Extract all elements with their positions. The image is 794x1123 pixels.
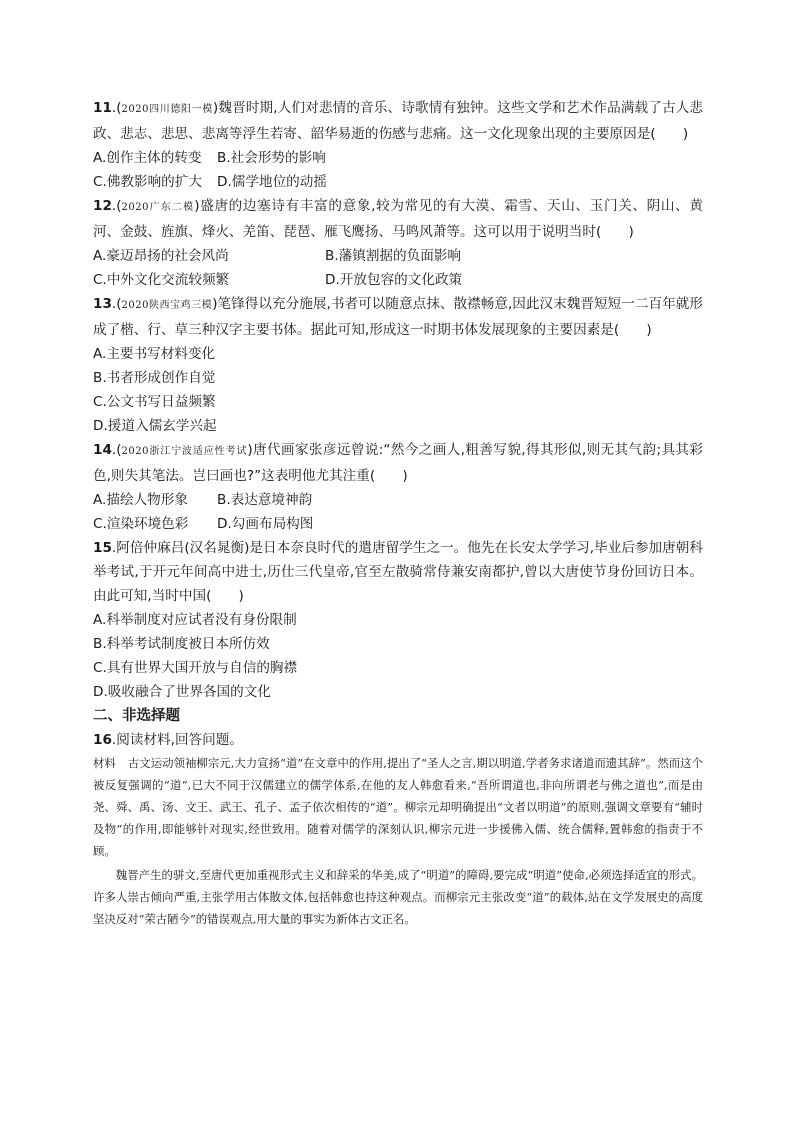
question-stem: )魏晋时期,人们对悲情的音乐、诗歌情有独钟。这些文学和艺术作品满载了古人悲政、悲志、悲思、悲离等浮生若寄、韶华易逝的伤感与悲痛。这一文化现象出现的主要原因是( ): [93, 100, 704, 142]
question-14: 14.(2020浙江宁波适应性考试)唐代画家张彦远曾说:“然今之画人,粗善写貌,得其形似,则无其气韵;具其彩色,则失其笔法。岂曰画也?”这表明他尤其注重( ): [93, 442, 703, 484]
question-number: 15: [93, 540, 112, 556]
question-15: [93, 536, 703, 608]
option-a[interactable]: A.科举制度对应试者没有身份限制: [93, 612, 297, 628]
option-b[interactable]: B.表达意境神韵: [217, 492, 313, 508]
question-number: 16: [93, 732, 112, 748]
options-row: [93, 170, 703, 194]
question-stem: )盛唐的边塞诗有丰富的意象,较为常见的有大漠、霜雪、天山、玉门关、阴山、黄河、金鼓、旌旗、烽火、羌笛、琵琶、雁飞鹰扬、马鸣风萧等。这可以用于说明当时( ): [93, 198, 704, 240]
question-12: 12.(2020广东二模)盛唐的边塞诗有丰富的意象,较为常见的有大漠、霜雪、天山、玉门关、阴山、黄河、金鼓、旌旗、烽火、羌笛、琵琶、雁飞鹰扬、马鸣风萧等。这可以用于说明当时( ): [93, 198, 704, 240]
options-row: [93, 146, 703, 170]
option-d[interactable]: D.开放包容的文化政策: [325, 272, 463, 288]
option-c[interactable]: C.中外文化交流较频繁: [93, 272, 230, 288]
question-source: 2020陕西宝鸡三模: [121, 300, 213, 311]
material-paragraph-2: 魏晋产生的骈文,至唐代更加重视形式主义和辞采的华美,成了“明道”的障碍,要完成“明道”使命,必须选择适宜的形式。许多人崇古倾向严重,主张学用古体散文体,包括韩愈也持这种观点。而柳宗元主张改变“道”的载体,站在文学发展史的高度坚决反对“荣古陋今”的错误观点,用大量的事实为新体古文正名。: [93, 868, 703, 926]
option-a[interactable]: A.创作主体的转变: [93, 150, 202, 166]
question-source: 2020四川德阳一模: [121, 104, 213, 115]
options-row: [93, 268, 703, 292]
options-row: [93, 488, 703, 512]
question-number: 11: [93, 100, 112, 116]
question-source: 2020浙江宁波适应性考试: [121, 446, 248, 457]
option-d[interactable]: D.援道入儒玄学兴起: [93, 418, 217, 434]
material-label: 材料: [93, 756, 116, 770]
question-16: [93, 728, 703, 752]
option-d[interactable]: D.吸收融合了世界各国的文化: [93, 684, 271, 700]
option-a[interactable]: A.描绘人物形象: [93, 492, 188, 508]
question-13: 13.(2020陕西宝鸡三模)笔锋得以充分施展,书者可以随意点抹、散襟畅意,因此汉末魏晋短短一二百年就形成了楷、行、草三种汉字主要书体。据此可知,形成这一时期书体发展现象的主要因素是( ): [93, 296, 703, 338]
question-stem: .阅读材料,回答问题。: [111, 732, 243, 748]
option-c[interactable]: C.公文书写日益频繁: [93, 394, 216, 410]
option-b[interactable]: B.书者形成创作自觉: [93, 370, 216, 386]
option-d[interactable]: D.勾画布局构图: [217, 516, 314, 532]
question-number: 14: [93, 442, 112, 458]
option-b[interactable]: B.藩镇割据的负面影响: [325, 248, 461, 264]
question-stem: .阿倍仲麻吕(汉名晁衡)是日本奈良时代的遣唐留学生之一。他先在长安太学学习,毕业后参加唐朝科举考试,于开元年间高中进士,历仕三代皇帝,官至左散骑常侍兼安南都护,曾以大唐使节身份回访日本。由此可知,当时中国( ): [93, 540, 703, 604]
option-a[interactable]: A.主要书写材料变化: [93, 346, 216, 362]
question-number: 13: [93, 296, 112, 312]
options-row: [93, 244, 703, 268]
option-b[interactable]: B.社会形势的影响: [217, 150, 326, 166]
question-source: 2020广东二模: [121, 202, 195, 213]
question-stem: )唐代画家张彦远曾说:“然今之画人,粗善写貌,得其形似,则无其气韵;具其彩色,则失其笔法。岂曰画也?”这表明他尤其注重( ): [93, 442, 703, 484]
option-c[interactable]: C.具有世界大国开放与自信的胸襟: [93, 660, 298, 676]
option-b[interactable]: B.科举考试制度被日本所仿效: [93, 636, 270, 652]
question-stem: )笔锋得以充分施展,书者可以随意点抹、散襟畅意,因此汉末魏晋短短一二百年就形成了楷、行、草三种汉字主要书体。据此可知,形成这一时期书体发展现象的主要因素是( ): [93, 296, 703, 338]
material-paragraph-1: 材料 古文运动领袖柳宗元,大力宣扬“道”在文章中的作用,提出了“圣人之言,期以明道,学者务求诸道而遗其辞”。然而这个被反复强调的“道”,已大不同于汉儒建立的儒学体系,在他的友人韩愈看来,“吾所谓道也,非向所谓老与佛之道也”,而是由尧、舜、禹、汤、文王、武王、孔子、孟子依次相传的“道”。柳宗元却明确提出“文者以明道”的原则,强调文章要有“辅时及物”的作用,即能够针对现实,经世致用。随着对儒学的深刻认识,柳宗元进一步援佛入儒、统合儒释,置韩愈的指责于不顾。: [93, 756, 703, 858]
option-a[interactable]: A.豪迈昂扬的社会风尚: [93, 248, 229, 264]
section-heading: 二、非选择题: [93, 708, 180, 724]
option-c[interactable]: C.渲染环境色彩: [93, 516, 189, 532]
document-body: [93, 96, 703, 930]
question-11: 11.(2020四川德阳一模)魏晋时期,人们对悲情的音乐、诗歌情有独钟。这些文学和艺术作品满载了古人悲政、悲志、悲思、悲离等浮生若寄、韶华易逝的伤感与悲痛。这一文化现象出现的主要原因是( ): [93, 100, 704, 142]
options-row: [93, 512, 703, 536]
question-number: 12: [93, 198, 112, 214]
option-c[interactable]: C.佛教影响的扩大: [93, 174, 202, 190]
option-d[interactable]: D.儒学地位的动摇: [217, 174, 327, 190]
